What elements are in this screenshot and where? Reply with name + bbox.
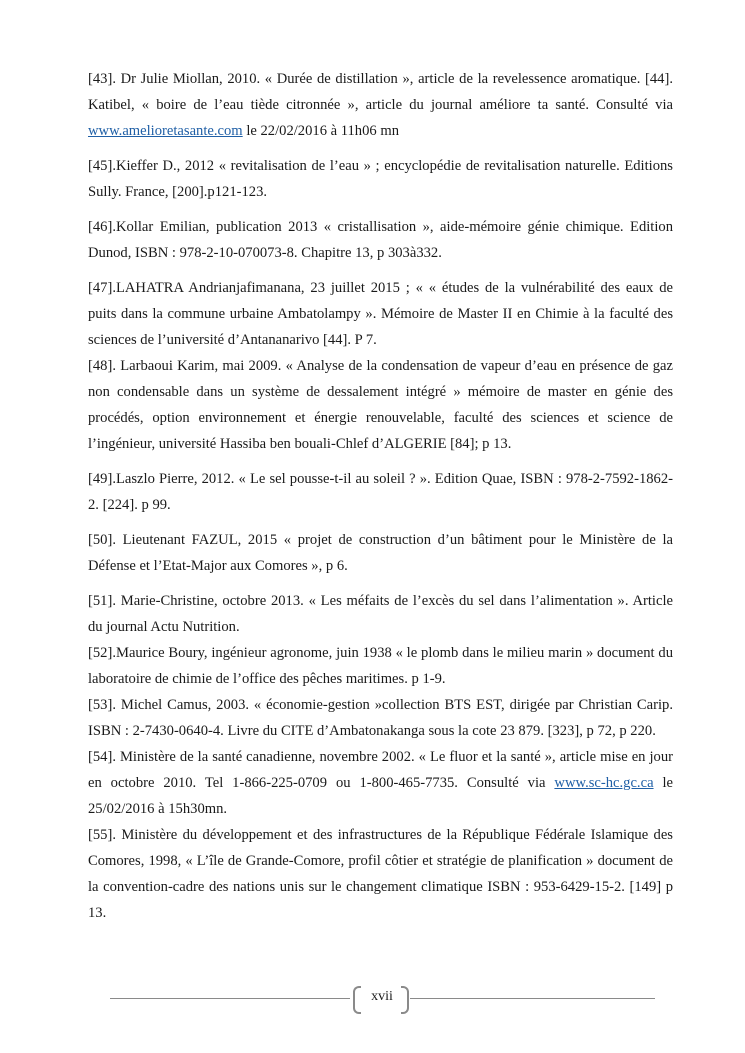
link-amelioretasante[interactable]: www.amelioretasante.com (88, 123, 243, 139)
reference-46: [46].Kollar Emilian, publication 2013 « cristallisation », aide-mémoire génie chimique. Edition Dunod, ISBN : 978-2-10-070073-8. Chapitre 13, p 303à332. (88, 219, 673, 261)
right-bracket-icon (401, 986, 409, 1014)
reference-49: [49].Laszlo Pierre, 2012. « Le sel pousse-t-il au soleil ? ». Edition Quae, ISBN : 978-2-7592-1862-2. [224]. p 99. (88, 471, 673, 513)
reference-47: [47].LAHATRA Andrianjafimanana, 23 juillet 2015 ; « « études de la vulnérabilité des eaux de puits dans la commune urbaine Ambatolampy ». Mémoire de Master II en Chimie à la faculté des sciences de l’université d’Antananarivo [44]. P 7. (88, 280, 673, 348)
reference-55: [55]. Ministère du développement et des infrastructures de la République Fédérale Islamique des Comores, 1998, « L’île de Grande-Comore, profil côtier et stratégie de planification » document de la convention-cadre des nations unis sur le changement climatique ISBN : 953-6429-15-2. [149] p 13. (88, 827, 673, 921)
reference-53: [53]. Michel Camus, 2003. « économie-gestion »collection BTS EST, dirigée par Christian Carip. ISBN : 2-7430-0640-4. Livre du CITE d’Ambatonakanga sous la cote 23 879. [323], p 72, p 220. (88, 697, 673, 739)
reference-43: [43]. Dr Julie Miollan, 2010. « Durée de distillation », article de la revelessence aromatique. [44]. Katibel, « boire de l’eau tiède citronnée », article du journal améliore ta santé. Consulté via www.amelioretasante.com le 22/02/2016 à 11h06 mn (88, 71, 673, 139)
references-list (88, 66, 673, 926)
page-number: xvii (371, 989, 393, 1004)
reference-52: [52].Maurice Boury, ingénieur agronome, juin 1938 « le plomb dans le milieu marin » document du laboratoire de chimie de l’office des pêches maritimes. p 1-9. (88, 645, 673, 687)
reference-54: [54]. Ministère de la santé canadienne, novembre 2002. « Le fluor et la santé », article mise en jour en octobre 2010. Tel 1-866-225-0709 ou 1-800-465-7735. Consulté via www.sc-hc.gc.ca le 25/02/2016 à 15h30mn. (88, 749, 673, 817)
reference-48: [48]. Larbaoui Karim, mai 2009. « Analyse de la condensation de vapeur d’eau en présence de gaz non condensable dans un système de dessalement intégré » mémoire de master en génie des procédés, option environnement et énergie renouvelable, faculté des sciences et science de l’ingénieur, université Hassiba ben bouali-Chlef d’ALGERIE [84]; p 13. (88, 358, 673, 452)
footer-rule-right (410, 998, 655, 999)
link-sc-hc[interactable]: www.sc-hc.gc.ca (554, 775, 654, 791)
footer-rule-left (110, 998, 350, 999)
page-footer (110, 984, 655, 1014)
reference-45: [45].Kieffer D., 2012 « revitalisation de l’eau » ; encyclopédie de revitalisation naturelle. Editions Sully. France, [200].p121-123. (88, 158, 673, 200)
left-bracket-icon (353, 986, 361, 1014)
reference-50: [50]. Lieutenant FAZUL, 2015 « projet de construction d’un bâtiment pour le Ministère de la Défense et l’Etat-Major aux Comores », p 6. (88, 532, 673, 574)
reference-51: [51]. Marie-Christine, octobre 2013. « Les méfaits de l’excès du sel dans l’alimentation ». Article du journal Actu Nutrition. (88, 593, 673, 635)
